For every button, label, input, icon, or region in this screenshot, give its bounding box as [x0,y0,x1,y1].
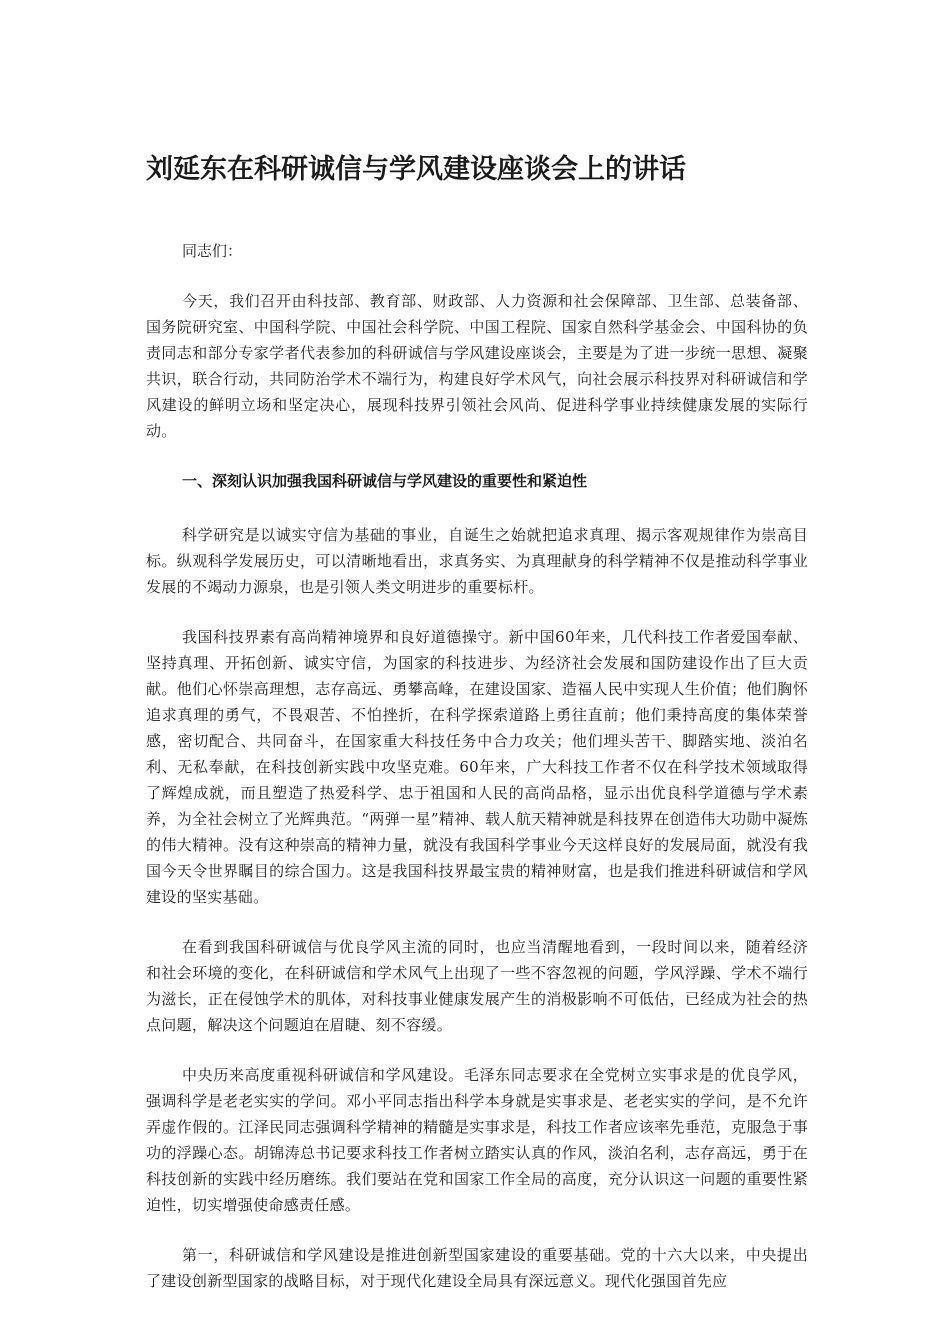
salutation: 同志们： [182,242,243,260]
body-paragraph: 科学研究是以诚实守信为基础的事业，自诞生之始就把追求真理、揭示客观规律作为崇高目标。纵观科学发展历史，可以清晰地看出，求真务实、为真理献身的科学精神不仅是推动科学事业发展的不竭动力源泉，也是引领人类文明进步的重要标杆。 [146,526,808,596]
intro-paragraph: 今天，我们召开由科技部、教育部、财政部、人力资源和社会保障部、卫生部、总装备部、国务院研究室、中国科学院、中国社会科学院、中国工程院、国家自然科学基金会、中国科协的负责同志和部分专家学者代表参加的科研诚信与学风建设座谈会，主要是为了进一步统一思想、凝聚共识，联合行动，共同防治学术不端行为，构建良好学术风气，向社会展示科技界对科研诚信和学风建设的鲜明立场和坚定决心，展现科技界引领社会风尚、促进科学事业持续健康发展的实际行动。 [146,292,808,440]
body-paragraph: 我国科技界素有高尚精神境界和良好道德操守。新中国60年来，几代科技工作者爱国奉献、坚持真理、开拓创新、诚实守信，为国家的科技进步、为经济社会发展和国防建设作出了巨大贡献。他们心怀崇高理想，志存高远、勇攀高峰，在建设国家、造福人民中实现人生价值；他们胸怀追求真理的勇气，不畏艰苦、不怕挫折，在科学探索道路上勇往直前；他们秉持高度的集体荣誉感，密切配合、共同奋斗，在国家重大科技任务中合力攻关；他们埋头苦干、脚踏实地、淡泊名利、无私奉献，在科技创新实践中攻坚克难。60年来，广大科技工作者不仅在科学技术领域取得了辉煌成就，而且塑造了热爱科学、忠于祖国和人民的高尚品格，显示出优良科学道德与学术素养，为全社会树立了光辉典范。“两弹一星”精神、载人航天精神就是科技界在创造伟大功勋中凝炼的伟大精神。没有这种崇高的精神力量，就没有我国科学事业今天这样良好的发展局面，就没有我国今天令世界瞩目的综合国力。这是我国科技界最宝贵的精神财富，也是我们推进科研诚信和学风建设的坚实基础。 [146,628,808,906]
section-heading: 一、深刻认识加强我国科研诚信与学风建设的重要性和紧迫性 [182,472,588,490]
body-paragraph: 在看到我国科研诚信与优良学风主流的同时，也应当清醒地看到，一段时间以来，随着经济和社会环境的变化，在科研诚信和学术风气上出现了一些不容忽视的问题，学风浮躁、学术不端行为滋长，正在侵蚀学术的肌体，对科技事业健康发展产生的消极影响不可低估，已经成为社会的热点问题，解决这个问题迫在眉睫、刻不容缓。 [146,938,808,1034]
body-paragraph: 中央历来高度重视科研诚信和学风建设。毛泽东同志要求在全党树立实事求是的优良学风，强调科学是老老实实的学问。邓小平同志指出科学本身就是实事求是、老老实实的学问，是不允许弄虚作假的。江泽民同志强调科学精神的精髓是实事求是，科技工作者应该率先垂范，克服急于事功的浮躁心态。胡锦涛总书记要求科技工作者树立踏实认真的作风，淡泊名利，志存高远，勇于在科技创新的实践中经历磨练。我们要站在党和国家工作全局的高度，充分认识这一问题的重要性紧迫性，切实增强使命感责任感。 [146,1066,808,1214]
document-page [146,150,808,1318]
document-title: 刘延东在科研诚信与学风建设座谈会上的讲话 [146,154,686,185]
body-paragraph: 第一，科研诚信和学风建设是推进创新型国家建设的重要基础。党的十六大以来，中央提出了建设创新型国家的战略目标，对于现代化建设全局具有深远意义。现代化强国首先应 [146,1246,808,1290]
